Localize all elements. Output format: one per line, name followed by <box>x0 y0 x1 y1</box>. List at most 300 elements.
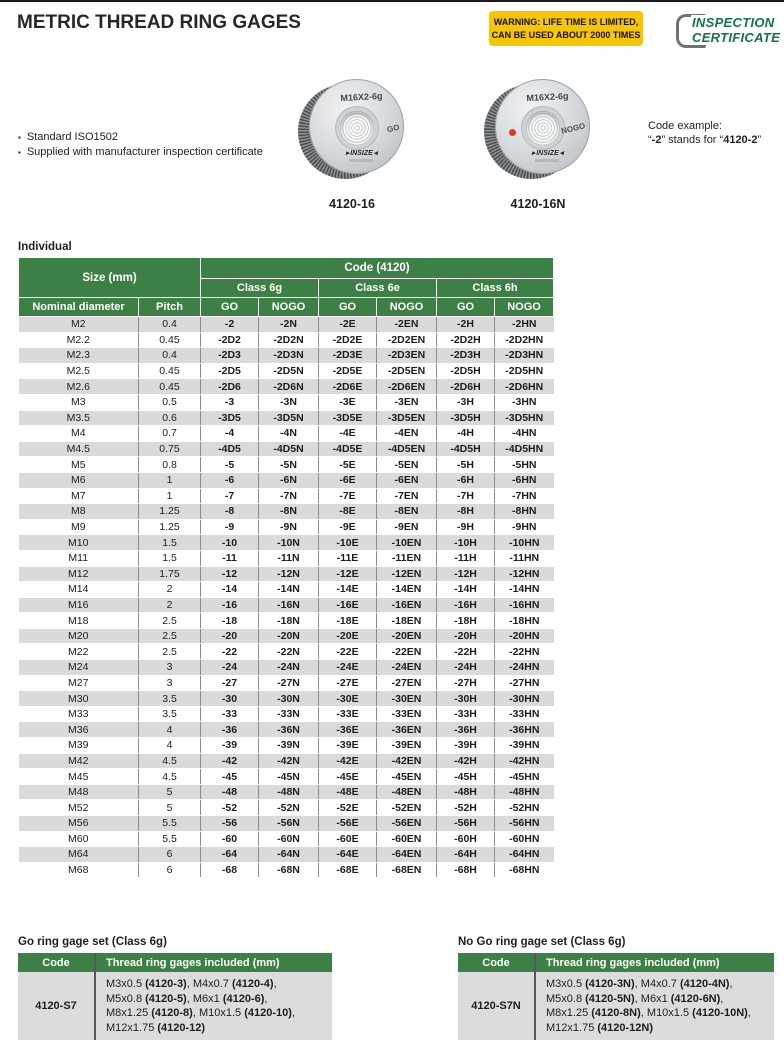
code-cell: -3D5E <box>319 410 377 426</box>
code-cell: -27E <box>319 675 377 691</box>
nominal-diameter-cell: M3 <box>19 394 139 410</box>
table-row <box>19 519 554 535</box>
code-cell: -2D2 <box>201 332 259 348</box>
pitch-cell: 4 <box>139 738 201 754</box>
code-cell: -3E <box>319 394 377 410</box>
code-cell: -39HN <box>495 738 554 754</box>
table-row <box>19 535 554 551</box>
warning-line-1: WARNING: LIFE TIME IS LIMITED, <box>493 17 639 28</box>
code-cell: -48 <box>201 784 259 800</box>
size-group-header: Size (mm) <box>19 258 201 298</box>
code-cell: -2D6H <box>437 379 495 395</box>
code-cell: -9HN <box>495 519 554 535</box>
table-row <box>19 847 554 863</box>
table-row <box>19 784 554 800</box>
code-cell: -10EN <box>377 535 437 551</box>
go-6g-header: GO <box>201 298 259 317</box>
code-cell: -16EN <box>377 597 437 613</box>
code-cell: -12N <box>259 566 319 582</box>
nominal-diameter-cell: M6 <box>19 472 139 488</box>
table-row <box>19 410 554 426</box>
pitch-cell: 0.8 <box>139 457 201 473</box>
table-row <box>19 644 554 660</box>
code-cell: -2D5EN <box>377 363 437 379</box>
top-rule <box>0 0 784 2</box>
pitch-cell: 2.5 <box>139 613 201 629</box>
serial-marking <box>349 159 373 162</box>
code-cell: -20E <box>319 628 377 644</box>
nominal-diameter-cell: M36 <box>19 722 139 738</box>
serial-marking <box>535 159 559 162</box>
nogo-ring-code-caption: 4120-16N <box>510 197 566 211</box>
code-cell: -2D2E <box>319 332 377 348</box>
code-cell: -18EN <box>377 613 437 629</box>
code-cell: -64N <box>259 847 319 863</box>
certificate-text <box>691 16 781 46</box>
insize-brand-logo: ▸ INSIZE ◂ <box>319 149 404 157</box>
code-cell: -9N <box>259 519 319 535</box>
pitch-cell: 6 <box>139 847 201 863</box>
pitch-cell: 5 <box>139 784 201 800</box>
table-row <box>19 628 554 644</box>
code-cell: -56EN <box>377 816 437 832</box>
pitch-cell: 3 <box>139 675 201 691</box>
code-cell: -14EN <box>377 582 437 598</box>
code-cell: -4EN <box>377 426 437 442</box>
nominal-diameter-cell: M10 <box>19 535 139 551</box>
code-cell: -7E <box>319 488 377 504</box>
code-cell: -22E <box>319 644 377 660</box>
code-cell: -2H <box>437 317 495 333</box>
inspection-certificate-logo <box>676 12 782 52</box>
nominal-diameter-cell: M48 <box>19 784 139 800</box>
code-cell: -2D6HN <box>495 379 554 395</box>
code-cell: -14HN <box>495 582 554 598</box>
code-cell: -27N <box>259 675 319 691</box>
pitch-cell: 3 <box>139 660 201 676</box>
nominal-diameter-cell: M68 <box>19 862 139 878</box>
table-row <box>19 769 554 785</box>
nominal-diameter-cell: M2.5 <box>19 363 139 379</box>
code-cell: -39E <box>319 738 377 754</box>
table-row <box>19 831 554 847</box>
code-cell: -5E <box>319 457 377 473</box>
code-cell: -33E <box>319 706 377 722</box>
class-6e-header: Class 6e <box>319 279 437 298</box>
nominal-diameter-cell: M8 <box>19 504 139 520</box>
code-cell: -4D5N <box>259 441 319 457</box>
code-cell: -16 <box>201 597 259 613</box>
feature-list <box>18 131 263 161</box>
class-6g-header: Class 6g <box>201 279 319 298</box>
ring-face <box>309 79 404 174</box>
code-cell: -52EN <box>377 800 437 816</box>
code-cell: -45 <box>201 769 259 785</box>
code-cell: -56H <box>437 816 495 832</box>
code-cell: -33HN <box>495 706 554 722</box>
code-cell: -24N <box>259 660 319 676</box>
code-cell: -11E <box>319 550 377 566</box>
code-cell: -2E <box>319 317 377 333</box>
code-cell: -2D6N <box>259 379 319 395</box>
code-cell: -10N <box>259 535 319 551</box>
code-cell: -12E <box>319 566 377 582</box>
code-cell: -3D5N <box>259 410 319 426</box>
table-row <box>19 816 554 832</box>
nominal-diameter-cell: M2.3 <box>19 348 139 364</box>
pitch-cell: 4 <box>139 722 201 738</box>
nominal-diameter-cell: M24 <box>19 660 139 676</box>
code-cell: -3EN <box>377 394 437 410</box>
code-cell: -16N <box>259 597 319 613</box>
class-6h-header: Class 6h <box>437 279 554 298</box>
go-set-table <box>18 953 332 1040</box>
code-cell: -36N <box>259 722 319 738</box>
code-cell: -7HN <box>495 488 554 504</box>
code-cell: -2N <box>259 317 319 333</box>
pitch-cell: 0.4 <box>139 317 201 333</box>
ring-marking-text: M16X2-6g <box>340 90 383 104</box>
code-cell: -64H <box>437 847 495 863</box>
code-cell: -5EN <box>377 457 437 473</box>
nogo-6h-header: NOGO <box>495 298 554 317</box>
table-row <box>19 566 554 582</box>
nominal-diameter-cell: M18 <box>19 613 139 629</box>
code-cell: -20 <box>201 628 259 644</box>
code-cell: -30E <box>319 691 377 707</box>
code-cell: -48H <box>437 784 495 800</box>
code-cell: -2 <box>201 317 259 333</box>
code-cell: -36EN <box>377 722 437 738</box>
nominal-diameter-cell: M33 <box>19 706 139 722</box>
pitch-cell: 1.25 <box>139 504 201 520</box>
code-cell: -5H <box>437 457 495 473</box>
code-cell: -4D5EN <box>377 441 437 457</box>
code-cell: -12EN <box>377 566 437 582</box>
nominal-diameter-header: Nominal diameter <box>19 298 139 317</box>
code-cell: -24 <box>201 660 259 676</box>
table-row <box>19 722 554 738</box>
code-cell: -48N <box>259 784 319 800</box>
table-row <box>19 862 554 878</box>
code-cell: -30 <box>201 691 259 707</box>
pitch-cell: 1.5 <box>139 550 201 566</box>
code-cell: -2EN <box>377 317 437 333</box>
code-cell: -14H <box>437 582 495 598</box>
code-cell: -2D6 <box>201 379 259 395</box>
code-cell: -4D5H <box>437 441 495 457</box>
feature-item <box>18 131 263 143</box>
table-row <box>19 753 554 769</box>
code-cell: -5 <box>201 457 259 473</box>
table-row <box>19 457 554 473</box>
nominal-diameter-cell: M2.2 <box>19 332 139 348</box>
code-cell: -2D5 <box>201 363 259 379</box>
code-cell: -36E <box>319 722 377 738</box>
ring-threaded-hole <box>340 111 374 145</box>
pitch-cell: 0.6 <box>139 410 201 426</box>
code-cell: -60N <box>259 831 319 847</box>
nogo-set-code: 4120-S7N <box>458 972 535 1040</box>
code-cell: -52N <box>259 800 319 816</box>
table-row <box>19 550 554 566</box>
pitch-cell: 3.5 <box>139 691 201 707</box>
code-cell: -3D5H <box>437 410 495 426</box>
code-cell: -8E <box>319 504 377 520</box>
feature-text: Standard ISO1502 <box>26 131 118 143</box>
code-cell: -52 <box>201 800 259 816</box>
code-cell: -8EN <box>377 504 437 520</box>
code-cell: -36 <box>201 722 259 738</box>
warning-badge <box>489 11 643 46</box>
code-cell: -16E <box>319 597 377 613</box>
code-cell: -22EN <box>377 644 437 660</box>
code-cell: -27H <box>437 675 495 691</box>
table-row <box>19 691 554 707</box>
code-cell: -56E <box>319 816 377 832</box>
code-cell: -14E <box>319 582 377 598</box>
certificate-line-1: INSPECTION <box>692 15 775 30</box>
pitch-cell: 0.5 <box>139 394 201 410</box>
table-row <box>19 597 554 613</box>
code-cell: -68HN <box>495 862 554 878</box>
individual-section <box>18 241 553 878</box>
code-cell: -36HN <box>495 722 554 738</box>
code-cell: -18N <box>259 613 319 629</box>
individual-section-label: Individual <box>18 241 72 253</box>
code-cell: -12H <box>437 566 495 582</box>
code-cell: -6 <box>201 472 259 488</box>
nominal-diameter-cell: M11 <box>19 550 139 566</box>
code-cell: -2D5E <box>319 363 377 379</box>
nominal-diameter-cell: M39 <box>19 738 139 754</box>
nogo-6e-header: NOGO <box>377 298 437 317</box>
pitch-cell: 5.5 <box>139 831 201 847</box>
code-cell: -20H <box>437 628 495 644</box>
code-cell: -64EN <box>377 847 437 863</box>
pitch-header: Pitch <box>139 298 201 317</box>
code-cell: -68N <box>259 862 319 878</box>
ring-threaded-hole <box>526 111 560 145</box>
pitch-cell: 2 <box>139 582 201 598</box>
code-cell: -45EN <box>377 769 437 785</box>
pitch-cell: 1 <box>139 472 201 488</box>
table-row <box>18 972 332 1040</box>
code-cell: -2D3HN <box>495 348 554 364</box>
code-cell: -2D2H <box>437 332 495 348</box>
table-row <box>19 441 554 457</box>
code-cell: -4E <box>319 426 377 442</box>
code-cell: -48HN <box>495 784 554 800</box>
pitch-cell: 4.5 <box>139 769 201 785</box>
table-row <box>19 348 554 364</box>
nogo-set-table <box>458 953 774 1040</box>
code-cell: -2D5HN <box>495 363 554 379</box>
code-cell: -8 <box>201 504 259 520</box>
code-cell: -6N <box>259 472 319 488</box>
code-cell: -60E <box>319 831 377 847</box>
nominal-diameter-cell: M9 <box>19 519 139 535</box>
table-row <box>19 488 554 504</box>
code-cell: -3D5 <box>201 410 259 426</box>
code-cell: -2D6E <box>319 379 377 395</box>
nominal-diameter-cell: M3.5 <box>19 410 139 426</box>
code-cell: -10HN <box>495 535 554 551</box>
table-row <box>19 472 554 488</box>
code-cell: -56N <box>259 816 319 832</box>
go-6e-header: GO <box>319 298 377 317</box>
code-cell: -8H <box>437 504 495 520</box>
code-cell: -27 <box>201 675 259 691</box>
code-cell: -2D2EN <box>377 332 437 348</box>
pitch-cell: 0.7 <box>139 426 201 442</box>
code-cell: -4D5 <box>201 441 259 457</box>
code-cell: -42E <box>319 753 377 769</box>
table-row <box>19 582 554 598</box>
code-cell: -3D5EN <box>377 410 437 426</box>
code-cell: -2D5N <box>259 363 319 379</box>
pitch-cell: 2.5 <box>139 644 201 660</box>
pitch-cell: 3.5 <box>139 706 201 722</box>
code-cell: -16H <box>437 597 495 613</box>
code-cell: -33N <box>259 706 319 722</box>
code-cell: -42 <box>201 753 259 769</box>
table-row <box>19 675 554 691</box>
code-cell: -4H <box>437 426 495 442</box>
code-cell: -42N <box>259 753 319 769</box>
go-label: GO <box>385 122 400 135</box>
code-cell: -10H <box>437 535 495 551</box>
code-cell: -2D5H <box>437 363 495 379</box>
code-cell: -56HN <box>495 816 554 832</box>
table-row <box>19 317 554 333</box>
code-cell: -2D3E <box>319 348 377 364</box>
code-cell: -6HN <box>495 472 554 488</box>
nogo-set-desc-header: Thread ring gages included (mm) <box>535 953 774 972</box>
code-cell: -33EN <box>377 706 437 722</box>
table-row <box>19 660 554 676</box>
code-cell: -2D3EN <box>377 348 437 364</box>
code-cell: -8HN <box>495 504 554 520</box>
code-cell: -27EN <box>377 675 437 691</box>
page-title: METRIC THREAD RING GAGES <box>17 12 301 33</box>
nominal-diameter-cell: M5 <box>19 457 139 473</box>
code-cell: -12 <box>201 566 259 582</box>
code-cell: -22HN <box>495 644 554 660</box>
pitch-cell: 1 <box>139 488 201 504</box>
table-row <box>19 800 554 816</box>
pitch-cell: 4.5 <box>139 753 201 769</box>
code-cell: -60HN <box>495 831 554 847</box>
code-cell: -48E <box>319 784 377 800</box>
nominal-diameter-cell: M45 <box>19 769 139 785</box>
code-cell: -2D3 <box>201 348 259 364</box>
nogo-red-dot-icon <box>509 129 516 136</box>
code-cell: -60EN <box>377 831 437 847</box>
code-cell: -20EN <box>377 628 437 644</box>
code-cell: -68 <box>201 862 259 878</box>
go-6h-header: GO <box>437 298 495 317</box>
code-cell: -39H <box>437 738 495 754</box>
code-cell: -4D5E <box>319 441 377 457</box>
go-ring-code-caption: 4120-16 <box>329 197 375 211</box>
code-group-header: Code (4120) <box>201 258 554 279</box>
code-cell: -45HN <box>495 769 554 785</box>
table-row <box>19 504 554 520</box>
nominal-diameter-cell: M22 <box>19 644 139 660</box>
pitch-cell: 0.75 <box>139 441 201 457</box>
individual-gage-table <box>18 257 554 878</box>
nogo-label: NOGO <box>559 121 586 136</box>
code-cell: -27HN <box>495 675 554 691</box>
table-row <box>19 706 554 722</box>
code-cell: -12HN <box>495 566 554 582</box>
nominal-diameter-cell: M60 <box>19 831 139 847</box>
go-ring-figure <box>292 78 412 211</box>
feature-text: Supplied with manufacturer inspection certificate <box>26 146 263 158</box>
code-cell: -20HN <box>495 628 554 644</box>
table-row <box>19 426 554 442</box>
code-cell: -33H <box>437 706 495 722</box>
nominal-diameter-cell: M4 <box>19 426 139 442</box>
code-cell: -16HN <box>495 597 554 613</box>
code-cell: -11 <box>201 550 259 566</box>
pitch-cell: 2.5 <box>139 628 201 644</box>
code-cell: -64E <box>319 847 377 863</box>
code-cell: -20N <box>259 628 319 644</box>
code-cell: -6EN <box>377 472 437 488</box>
pitch-cell: 6 <box>139 862 201 878</box>
code-cell: -6H <box>437 472 495 488</box>
code-cell: -48EN <box>377 784 437 800</box>
pitch-cell: 1.25 <box>139 519 201 535</box>
nogo-ring-figure <box>478 78 598 211</box>
nominal-diameter-cell: M2 <box>19 317 139 333</box>
nominal-diameter-cell: M12 <box>19 566 139 582</box>
code-cell: -11H <box>437 550 495 566</box>
code-cell: -9E <box>319 519 377 535</box>
nominal-diameter-cell: M30 <box>19 691 139 707</box>
code-cell: -22N <box>259 644 319 660</box>
nogo-set-section <box>458 936 774 1040</box>
code-cell: -42HN <box>495 753 554 769</box>
code-cell: -7H <box>437 488 495 504</box>
pitch-cell: 0.45 <box>139 332 201 348</box>
code-cell: -10E <box>319 535 377 551</box>
code-cell: -7EN <box>377 488 437 504</box>
warning-line-2: CAN BE USED ABOUT 2000 TIMES <box>491 29 641 40</box>
code-cell: -30EN <box>377 691 437 707</box>
code-cell: -45E <box>319 769 377 785</box>
code-cell: -7N <box>259 488 319 504</box>
square-bullet-icon: ▪ <box>18 148 21 157</box>
code-cell: -39EN <box>377 738 437 754</box>
table-row <box>19 613 554 629</box>
code-cell: -22 <box>201 644 259 660</box>
code-cell: -30H <box>437 691 495 707</box>
code-cell: -52E <box>319 800 377 816</box>
code-cell: -39 <box>201 738 259 754</box>
code-cell: -52HN <box>495 800 554 816</box>
code-cell: -24E <box>319 660 377 676</box>
nominal-diameter-cell: M20 <box>19 628 139 644</box>
code-cell: -3N <box>259 394 319 410</box>
code-cell: -9H <box>437 519 495 535</box>
code-cell: -2D3N <box>259 348 319 364</box>
pitch-cell: 1.75 <box>139 566 201 582</box>
code-cell: -2HN <box>495 317 554 333</box>
nominal-diameter-cell: M2.6 <box>19 379 139 395</box>
